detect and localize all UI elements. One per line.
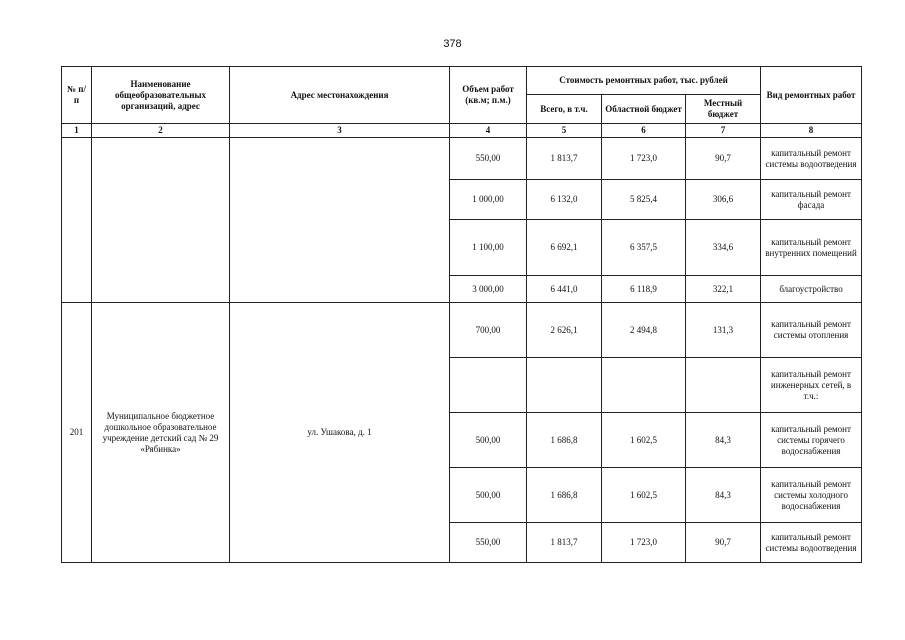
header-total: Всего, в т.ч. (527, 95, 602, 124)
volume-cell: 1 100,00 (450, 220, 527, 276)
total-cell: 1 813,7 (527, 138, 602, 180)
total-cell (527, 358, 602, 413)
regional-cell: 1 602,5 (602, 413, 686, 468)
work-type-cell: капитальный ремонт инженерных сетей, в т.ч.: (761, 358, 862, 413)
work-type-cell: капитальный ремонт системы отопления (761, 303, 862, 358)
regional-cell: 6 118,9 (602, 276, 686, 303)
column-number: 8 (761, 124, 862, 138)
page-number: 378 (443, 38, 462, 50)
work-type-cell: капитальный ремонт системы холодного водоснабжения (761, 468, 862, 523)
header-volume: Объем работ (кв.м; п.м.) (450, 67, 527, 124)
header-regional: Областной бюджет (602, 95, 686, 124)
total-cell: 1 686,8 (527, 413, 602, 468)
local-cell: 90,7 (686, 138, 761, 180)
column-number: 6 (602, 124, 686, 138)
regional-cell: 5 825,4 (602, 180, 686, 220)
repair-works-table (61, 66, 862, 563)
column-number: 5 (527, 124, 602, 138)
address-cell: ул. Ушакова, д. 1 (230, 303, 450, 563)
total-cell: 6 441,0 (527, 276, 602, 303)
local-cell: 306,6 (686, 180, 761, 220)
column-number: 3 (230, 124, 450, 138)
work-type-cell: капитальный ремонт системы водоотведения (761, 138, 862, 180)
local-cell: 90,7 (686, 523, 761, 563)
header-index: № п/п (62, 67, 92, 124)
column-number: 2 (92, 124, 230, 138)
volume-cell: 1 000,00 (450, 180, 527, 220)
total-cell: 6 132,0 (527, 180, 602, 220)
local-cell: 334,6 (686, 220, 761, 276)
volume-cell: 700,00 (450, 303, 527, 358)
index-cell: 201 (62, 303, 92, 563)
regional-cell: 1 602,5 (602, 468, 686, 523)
regional-cell: 6 357,5 (602, 220, 686, 276)
work-type-cell: капитальный ремонт системы горячего водоснабжения (761, 413, 862, 468)
table-row (62, 303, 862, 358)
header-address: Адрес местонахождения (230, 67, 450, 124)
header-local: Местный бюджет (686, 95, 761, 124)
header-organization: Наименование общеобразовательных организаций, адрес (92, 67, 230, 124)
address-cell (230, 138, 450, 303)
column-number: 1 (62, 124, 92, 138)
index-cell (62, 138, 92, 303)
regional-cell: 1 723,0 (602, 523, 686, 563)
local-cell: 131,3 (686, 303, 761, 358)
local-cell (686, 358, 761, 413)
table-row (62, 138, 862, 180)
local-cell: 84,3 (686, 468, 761, 523)
local-cell: 322,1 (686, 276, 761, 303)
regional-cell: 1 723,0 (602, 138, 686, 180)
local-cell: 84,3 (686, 413, 761, 468)
organization-cell (92, 138, 230, 303)
work-type-cell: капитальный ремонт внутренних помещений (761, 220, 862, 276)
total-cell: 1 813,7 (527, 523, 602, 563)
column-number: 4 (450, 124, 527, 138)
total-cell: 6 692,1 (527, 220, 602, 276)
volume-cell: 550,00 (450, 523, 527, 563)
volume-cell: 3 000,00 (450, 276, 527, 303)
work-type-cell: благоустройство (761, 276, 862, 303)
header-cost-group: Стоимость ремонтных работ, тыс. рублей (527, 67, 761, 95)
regional-cell: 2 494,8 (602, 303, 686, 358)
volume-cell: 500,00 (450, 413, 527, 468)
volume-cell: 500,00 (450, 468, 527, 523)
header-work-type: Вид ремонтных работ (761, 67, 862, 124)
column-number: 7 (686, 124, 761, 138)
volume-cell (450, 358, 527, 413)
work-type-cell: капитальный ремонт системы водоотведения (761, 523, 862, 563)
total-cell: 1 686,8 (527, 468, 602, 523)
total-cell: 2 626,1 (527, 303, 602, 358)
work-type-cell: капитальный ремонт фасада (761, 180, 862, 220)
volume-cell: 550,00 (450, 138, 527, 180)
regional-cell (602, 358, 686, 413)
organization-cell: Муниципальное бюджетное дошкольное образовательное учреждение детский сад № 29 «Рябинка» (92, 303, 230, 563)
